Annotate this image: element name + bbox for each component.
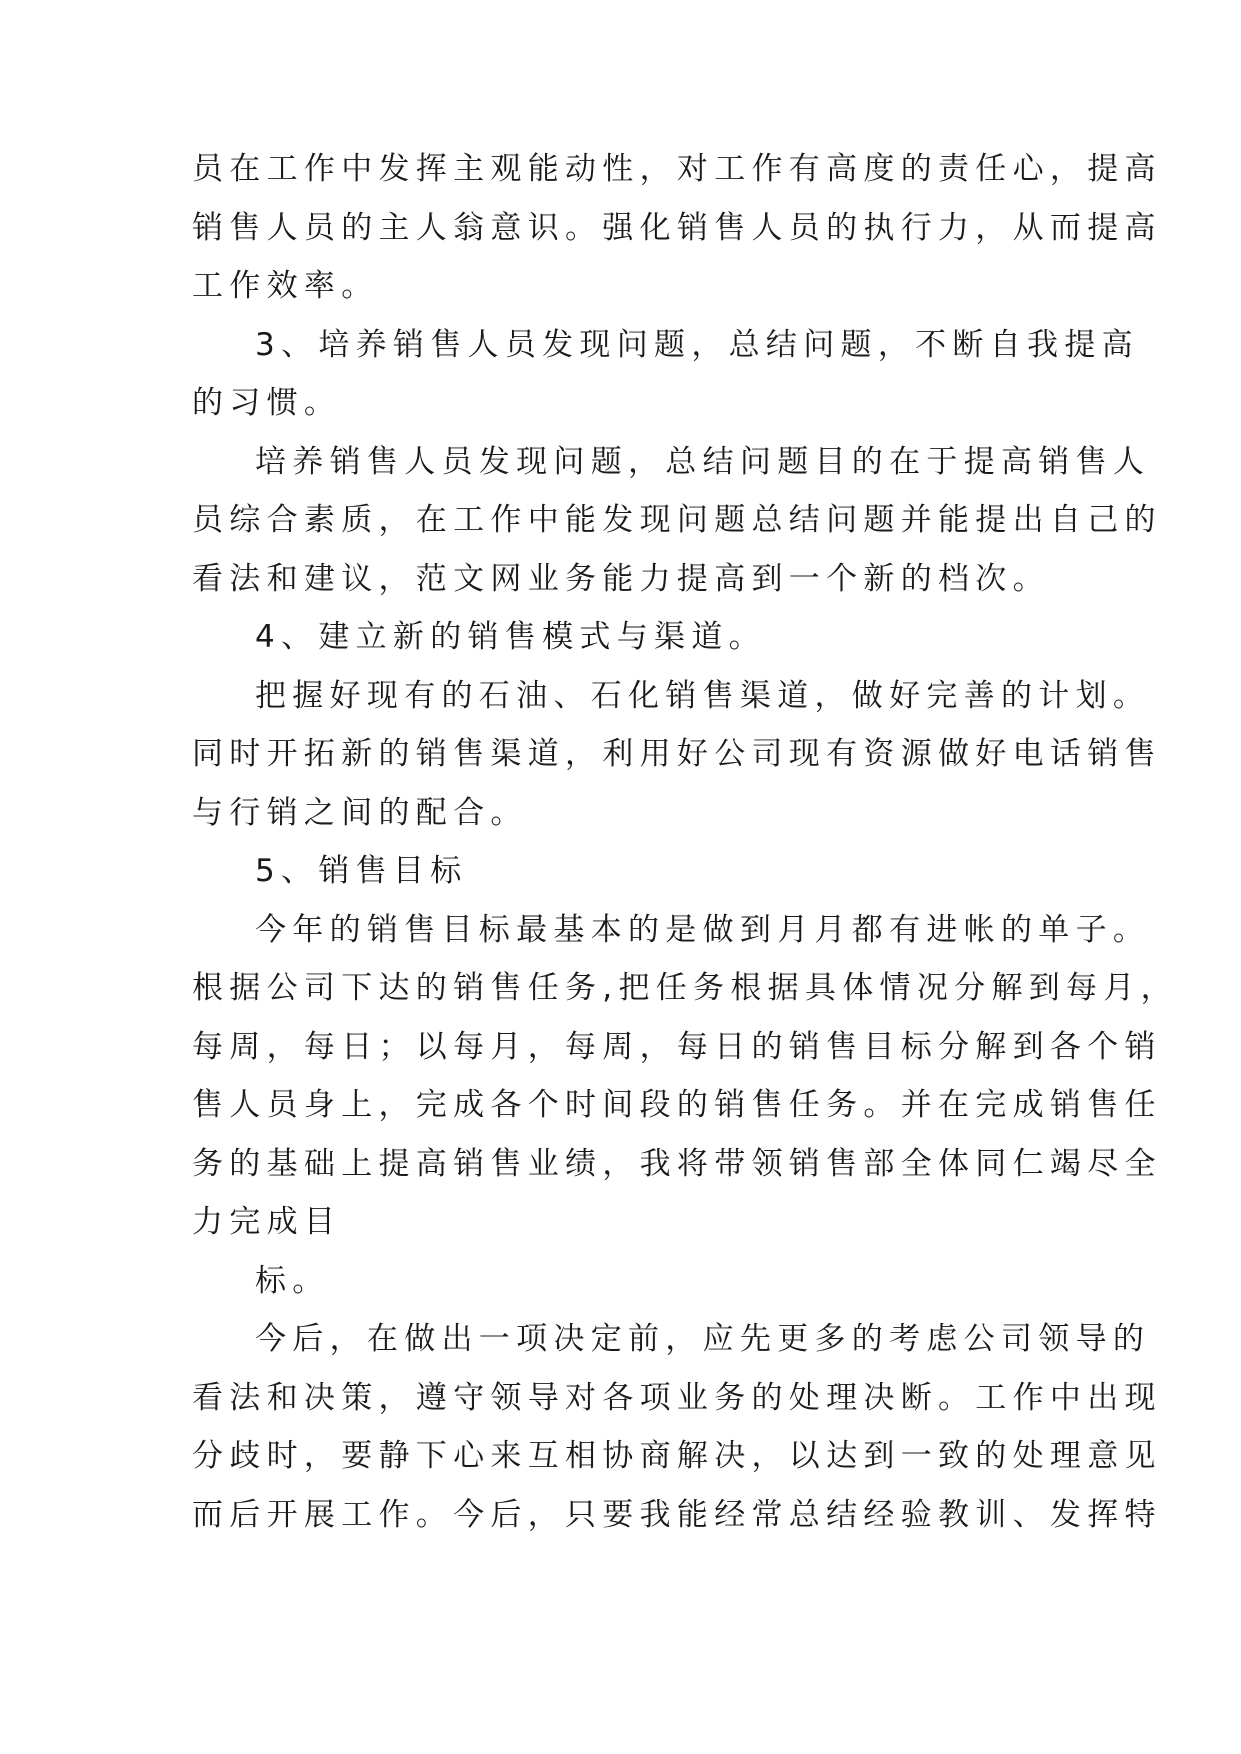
body-text <box>192 140 1178 1544</box>
text-line: 务的基础上提高销售业绩，我将带领销售部全体同仁竭尽全 <box>192 1145 1162 1182</box>
text-line: 销售人员的主人翁意识。强化销售人员的执行力，从而提高 <box>192 209 1162 246</box>
text-line: 标。 <box>255 1262 330 1299</box>
text-line: 的习惯。 <box>192 385 342 421</box>
text-line: 员在工作中发挥主观能动性，对工作有高度的责任心，提高 <box>192 151 1162 187</box>
text-line: 今年的销售目标最基本的是做到月月都有进帐的单子。 <box>255 911 1151 948</box>
text-line: 把握好现有的石油、石化销售渠道，做好完善的计划。 <box>255 677 1151 714</box>
text-line: 与行销之间的配合。 <box>192 794 528 831</box>
text-line: 今后，在做出一项决定前，应先更多的考虑公司领导的 <box>255 1321 1151 1357</box>
text-line: 工作效率。 <box>192 268 379 304</box>
text-line: 同时开拓新的销售渠道，利用好公司现有资源做好电话销售 <box>192 736 1162 772</box>
text-line: 培养销售人员发现问题，总结问题目的在于提高销售人 <box>255 443 1151 480</box>
text-line: 3、培养销售人员发现问题，总结问题，不断自我提高 <box>255 326 1139 363</box>
text-line: 而后开展工作。今后，只要我能经常总结经验教训、发挥特 <box>192 1496 1162 1533</box>
text-line: 力完成目 <box>192 1204 342 1240</box>
text-line: 5、销售目标 <box>255 853 468 889</box>
text-line: 看法和决策，遵守领导对各项业务的处理决断。工作中出现 <box>192 1379 1162 1416</box>
text-line: 4、建立新的销售模式与渠道。 <box>255 619 766 655</box>
text-line: 看法和建议，范文网业务能力提高到一个新的档次。 <box>192 560 1050 597</box>
text-line: 员综合素质，在工作中能发现问题总结问题并能提出自己的 <box>192 502 1162 538</box>
text-line: 根据公司下达的销售任务,把任务根据具体情况分解到每月， <box>192 970 1178 1006</box>
text-line: 售人员身上，完成各个时间段的销售任务。并在完成销售任 <box>192 1087 1162 1123</box>
text-line: 分歧时，要静下心来互相协商解决，以达到一致的处理意见 <box>192 1438 1162 1474</box>
text-line: 每周，每日；以每月，每周，每日的销售目标分解到各个销 <box>192 1028 1162 1065</box>
